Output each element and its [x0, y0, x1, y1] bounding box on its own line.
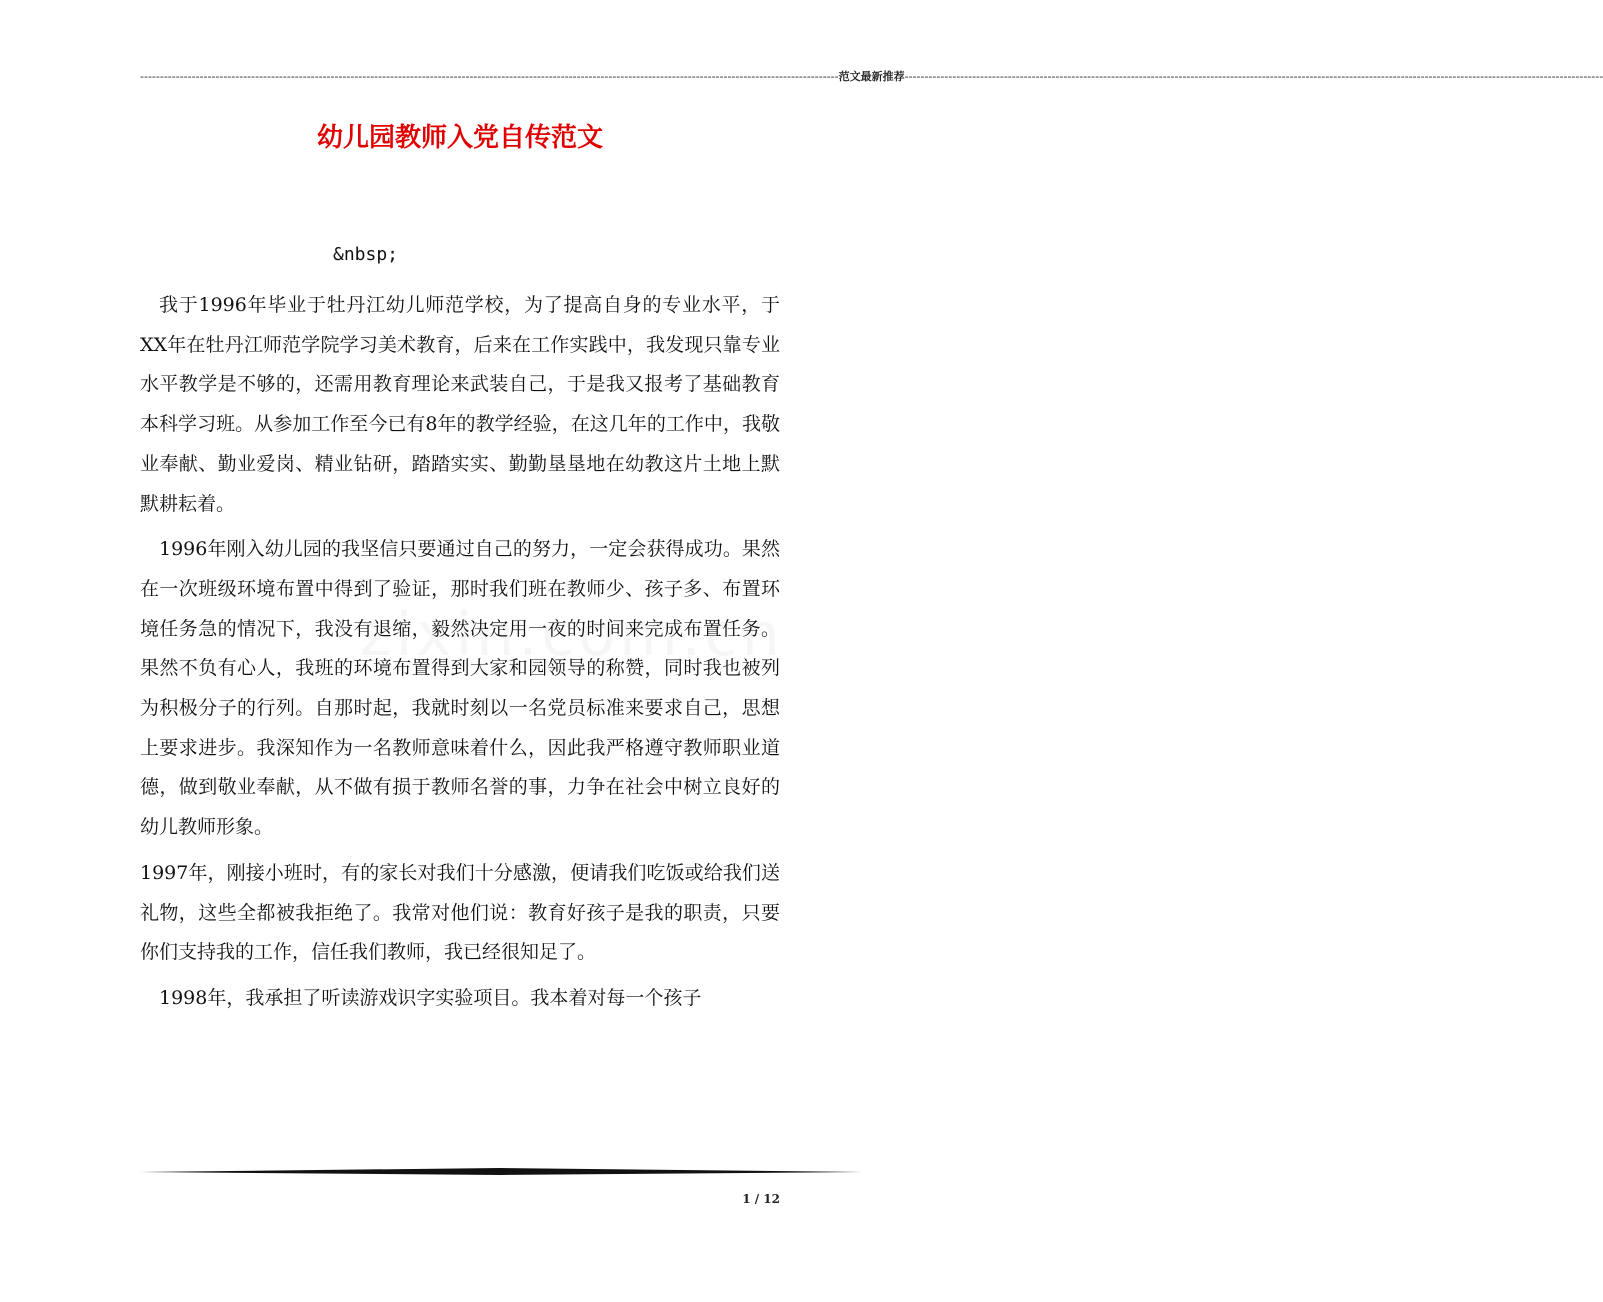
- header-dashes-left: --------------------------------------------------------------------------------------------------------------------------------------------------------------------------------: [140, 69, 839, 83]
- document-title: 幼儿园教师入党自传范文: [316, 123, 603, 153]
- paragraph: 我于1996年毕业于牡丹江幼儿师范学校，为了提高自身的专业水平，于XX年在牡丹江师范学院学习美术教育，后来在工作实践中，我发现只靠专业水平教学是不够的，还需用教育理论来武装自己，于是我又报考了基础教育本科学习班。从参加工作至今已有8年的教学经验，在这几年的工作中，我敬业奉献、勤业爱岗、精业钻研，踏踏实实、勤勤垦垦地在幼教这片土地上默默耕耘着。: [140, 294, 780, 515]
- footer-divider: [140, 1166, 863, 1176]
- paragraph: 1998年，我承担了听读游戏识字实验项目。我本着对每一个孩子: [159, 986, 702, 1009]
- paragraph: 1997年，刚接小班时，有的家长对我们十分感激，便请我们吃饭或给我们送礼物，这些全都被我拒绝了。我常对他们说：教育好孩子是我的职责，只要你们支持我的工作，信任我们教师，我已经很知足了。: [140, 861, 780, 964]
- page-header: [140, 66, 1603, 86]
- nbsp-literal: &nbsp;: [333, 244, 399, 265]
- header-dashes-right: --------------------------------------------------------------------------------------------------------------------------------------------------------------------------------: [904, 69, 1603, 83]
- header-label: 范文最新推荐: [838, 70, 905, 83]
- paragraph: 1996年刚入幼儿园的我坚信只要通过自己的努力，一定会获得成功。果然在一次班级环境布置中得到了验证，那时我们班在教师少、孩子多、布置环境任务急的情况下，我没有退缩，毅然决定用一夜的时间来完成布置任务。果然不负有心人，我班的环境布置得到大家和园领导的称赞，同时我也被列为积极分子的行列。自那时起，我就时刻以一名党员标准来要求自己，思想上要求进步。我深知作为一名教师意味着什么，因此我严格遵守教师职业道德，做到敬业奉献，从不做有损于教师名誉的事，力争在社会中树立良好的幼儿教师形象。: [140, 538, 780, 839]
- page-number: 1 / 12: [742, 1192, 780, 1206]
- document-body: [140, 286, 780, 1025]
